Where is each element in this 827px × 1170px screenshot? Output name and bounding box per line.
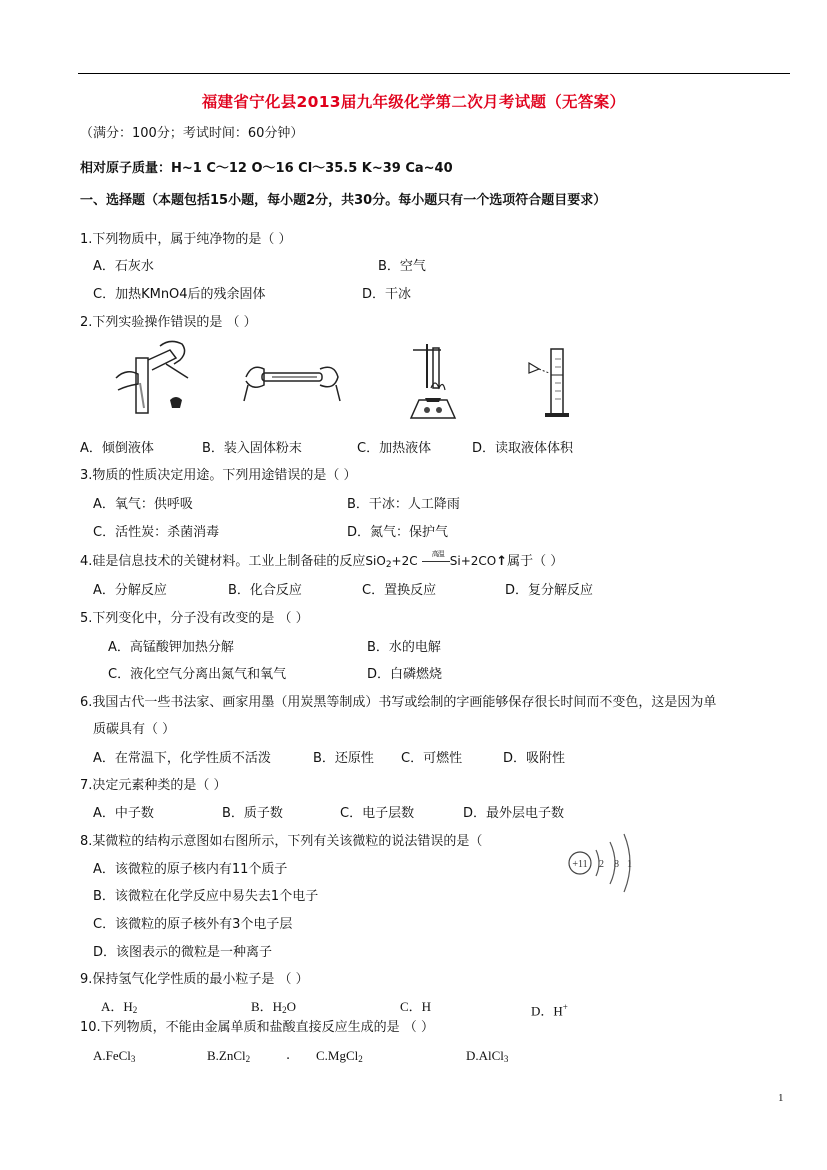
- page-title: 福建省宁化县2013届九年级化学第二次月考试题（无答案）: [201, 93, 626, 111]
- q9-option-c: C．H: [400, 999, 432, 1014]
- q10-option-d-sub: 3: [503, 1054, 509, 1064]
- q10-option-b-sub: 2: [245, 1054, 251, 1064]
- q5-stem: 5.下列变化中，分子没有改变的是 （ ）: [80, 611, 309, 626]
- q2-option-d: D．读取液体体积: [472, 441, 574, 456]
- shell-2-electrons: 8: [614, 859, 619, 870]
- q10-stem: 10.下列物质，不能由金属单质和盐酸直接反应生成的是 （ ）: [80, 1020, 434, 1035]
- q4-eq-subscript: 2: [385, 560, 392, 570]
- q1-option-a: A．石灰水: [93, 259, 154, 274]
- reading-volume-illustration: [525, 345, 575, 420]
- q9-option-a-sub: 2: [132, 1005, 138, 1015]
- q5-option-b: B．水的电解: [367, 640, 441, 655]
- heating-liquid-illustration: [405, 338, 465, 423]
- q5-option-d: D．白磷燃烧: [367, 667, 443, 682]
- q7-stem: 7.决定元素种类的是（ ）: [80, 778, 227, 793]
- header-rule: [78, 73, 790, 74]
- q4-option-a: A．分解反应: [93, 583, 167, 598]
- q6-option-b: B．还原性: [313, 751, 374, 766]
- q3-stem: 3.物质的性质决定用途。下列用途错误的是（ ）: [80, 468, 357, 483]
- q4-stem-post: 属于（ ）: [507, 554, 564, 569]
- q6-option-c: C．可燃性: [401, 751, 463, 766]
- q10-option-a-text: A.FeCl: [93, 1048, 131, 1063]
- powder-loading-illustration: [242, 355, 342, 405]
- q2-stem: 2.下列实验操作错误的是 （ ）: [80, 315, 257, 330]
- q4-stem: [80, 552, 563, 574]
- q10-option-c-sub: 2: [358, 1054, 363, 1064]
- q7-option-b: B．质子数: [222, 806, 283, 821]
- q4-eq-condition-text: 高温: [431, 550, 444, 558]
- q9-option-b: [251, 998, 296, 1019]
- atomic-structure-diagram: [566, 828, 636, 898]
- q9-option-b-sub: 2: [282, 1005, 287, 1015]
- q10-option-c: [316, 1047, 363, 1068]
- q2-option-b: B．装入固体粉末: [202, 441, 302, 456]
- q5-option-c: C．液化空气分离出氮气和氧气: [108, 667, 287, 682]
- q10-option-c-text: C.MgCl: [316, 1048, 359, 1063]
- q9-option-b-post: O: [286, 999, 296, 1014]
- q10-stray-dot: .: [286, 1048, 291, 1063]
- q7-option-a: A．中子数: [93, 806, 154, 821]
- q4-stem-pre: 4.硅是信息技术的关键材料。工业上制备硅的反应: [80, 554, 366, 569]
- pouring-liquid-illustration: [108, 338, 198, 418]
- q9-option-a-text: A．H: [101, 999, 133, 1014]
- shell-1-electrons: 2: [599, 859, 604, 870]
- q4-eq-reactant-1: SiO: [365, 554, 386, 568]
- q1-stem: 1.下列物质中，属于纯净物的是（ ）: [80, 232, 292, 247]
- section-heading: 一、选择题（本题包括15小题，每小题2分，共30分。每小题只有一个选项符合题目要求）: [80, 193, 607, 208]
- q3-option-a: A．氧气：供呼吸: [93, 497, 193, 512]
- page-number: 1: [778, 1092, 784, 1104]
- q10-option-b: [207, 1047, 250, 1068]
- q1-option-c: C．加热KMnO4后的残余固体: [93, 287, 266, 302]
- q9-option-b-text: B．H: [251, 999, 283, 1014]
- q8-option-d: D．该图表示的微粒是一种离子: [93, 945, 273, 960]
- q10-option-d-text: D.AlCl: [466, 1048, 504, 1063]
- q9-option-d-sup: +: [562, 1002, 568, 1012]
- q2-option-a: A．倾倒液体: [80, 441, 154, 456]
- q4-eq-gas-arrow: ↑: [496, 554, 508, 569]
- q10-option-b-text: B.ZnCl: [207, 1048, 246, 1063]
- shell-3-electrons: 1: [627, 859, 632, 870]
- q5-option-a: A．高锰酸钾加热分解: [108, 640, 234, 655]
- q4-option-c: C．置换反应: [362, 583, 437, 598]
- q8-stem: 8.某微粒的结构示意图如右图所示，下列有关该微粒的说法错误的是（: [80, 834, 483, 849]
- q8-option-a: A．该微粒的原子核内有11个质子: [93, 862, 288, 877]
- q10-option-a-sub: 3: [130, 1054, 136, 1064]
- q8-option-c: C．该微粒的原子核外有3个电子层: [93, 917, 293, 932]
- q6-stem-line2: 质碳具有（ ）: [93, 722, 176, 737]
- q3-option-c: C．活性炭：杀菌消毒: [93, 525, 220, 540]
- q7-option-c: C．电子层数: [340, 806, 415, 821]
- q3-option-d: D．氮气：保护气: [347, 525, 449, 540]
- q4-eq-condition: [422, 550, 450, 571]
- q7-option-d: D．最外层电子数: [463, 806, 565, 821]
- exam-meta: （满分：100分；考试时间：60分钟）: [80, 126, 304, 141]
- q9-option-d: [531, 998, 568, 1020]
- nucleus-charge: +11: [572, 859, 588, 870]
- q4-eq-reactant-2: +2C: [391, 554, 418, 568]
- q1-option-b: B．空气: [378, 259, 426, 274]
- q9-option-a: [101, 998, 137, 1019]
- q6-option-a: A．在常温下，化学性质不活泼: [93, 751, 271, 766]
- q6-stem-line1: 6.我国古代一些书法家、画家用墨（用炭黑等制成）书写或绘制的字画能够保存很长时间而不变色，这是因为单: [80, 695, 717, 710]
- q4-option-b: B．化合反应: [228, 583, 302, 598]
- q10-option-a: [93, 1047, 135, 1068]
- q1-option-d: D．干冰: [362, 287, 412, 302]
- atomic-mass-line: 相对原子质量：H~1 C～12 O～16 Cl～35.5 K~39 Ca~40: [80, 161, 453, 176]
- q4-eq-products: Si+2CO: [449, 554, 497, 568]
- q9-option-d-text: D．H: [531, 1003, 563, 1019]
- q8-option-b: B．该微粒在化学反应中易失去1个电子: [93, 889, 319, 904]
- q6-option-d: D．吸附性: [503, 751, 566, 766]
- q10-option-d: [466, 1047, 508, 1068]
- q2-option-c: C．加热液体: [357, 441, 432, 456]
- q3-option-b: B．干冰：人工降雨: [347, 497, 460, 512]
- q4-option-d: D．复分解反应: [505, 583, 594, 598]
- q9-stem: 9.保持氢气化学性质的最小粒子是 （ ）: [80, 972, 309, 987]
